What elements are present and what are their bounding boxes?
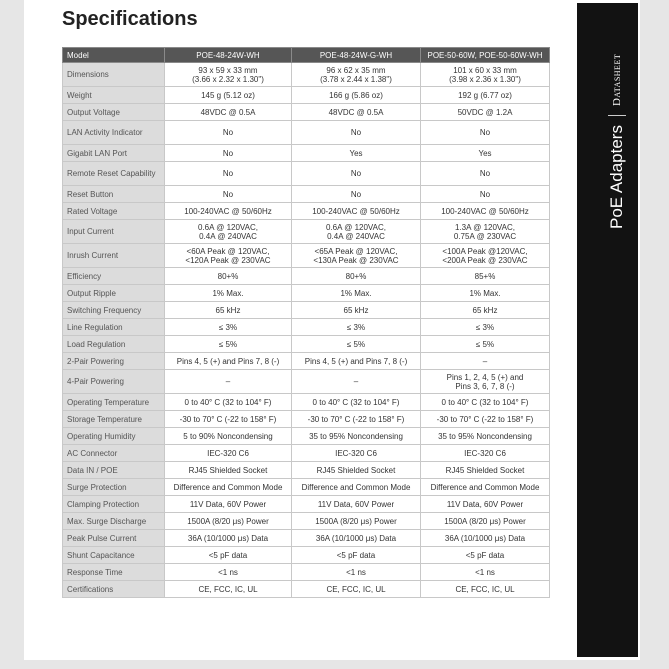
- table-cell: 0 to 40° C (32 to 104° F): [292, 394, 421, 411]
- row-label: Peak Pulse Current: [63, 530, 165, 547]
- table-cell: Pins 1, 2, 4, 5 (+) and Pins 3, 6, 7, 8 (-): [421, 370, 550, 394]
- table-cell: <1 ns: [421, 564, 550, 581]
- table-cell: No: [165, 145, 292, 162]
- table-cell: <5 pF data: [165, 547, 292, 564]
- table-cell: <5 pF data: [421, 547, 550, 564]
- table-row: [63, 63, 550, 87]
- table-cell: 11V Data, 60V Power: [165, 496, 292, 513]
- table-cell: 5 to 90% Noncondensing: [165, 428, 292, 445]
- table-cell: IEC-320 C6: [421, 445, 550, 462]
- table-cell: <1 ns: [165, 564, 292, 581]
- row-label: Load Regulation: [63, 336, 165, 353]
- table-row: [63, 145, 550, 162]
- table-cell: 35 to 95% Noncondensing: [292, 428, 421, 445]
- table-row: [63, 336, 550, 353]
- sidebar-doc-type: Datasheet: [611, 53, 623, 107]
- table-cell: 65 kHz: [165, 302, 292, 319]
- row-label: Input Current: [63, 220, 165, 244]
- table-row: [63, 411, 550, 428]
- table-cell: No: [292, 186, 421, 203]
- table-row: [63, 353, 550, 370]
- table-cell: 0.6A @ 120VAC, 0.4A @ 240VAC: [292, 220, 421, 244]
- row-label: Operating Humidity: [63, 428, 165, 445]
- row-label: Storage Temperature: [63, 411, 165, 428]
- table-cell: No: [421, 186, 550, 203]
- table-cell: 36A (10/1000 μs) Data: [165, 530, 292, 547]
- table-cell: IEC-320 C6: [292, 445, 421, 462]
- row-label: Line Regulation: [63, 319, 165, 336]
- table-row: [63, 319, 550, 336]
- table-cell: 1% Max.: [421, 285, 550, 302]
- row-label: Dimensions: [63, 63, 165, 87]
- row-label: Remote Reset Capability: [63, 162, 165, 186]
- column-header: POE-50-60W, POE-50-60W-WH: [421, 48, 550, 63]
- row-label: Max. Surge Discharge: [63, 513, 165, 530]
- table-cell: ≤ 5%: [292, 336, 421, 353]
- table-cell: No: [421, 162, 550, 186]
- table-cell: Difference and Common Mode: [292, 479, 421, 496]
- table-cell: 1% Max.: [165, 285, 292, 302]
- table-cell: 50VDC @ 1.2A: [421, 104, 550, 121]
- table-cell: 35 to 95% Noncondensing: [421, 428, 550, 445]
- row-label: Operating Temperature: [63, 394, 165, 411]
- row-label: Gigabit LAN Port: [63, 145, 165, 162]
- table-cell: <65A Peak @ 120VAC, <130A Peak @ 230VAC: [292, 244, 421, 268]
- table-cell: 1500A (8/20 μs) Power: [292, 513, 421, 530]
- row-label: Rated Voltage: [63, 203, 165, 220]
- table-cell: RJ45 Shielded Socket: [292, 462, 421, 479]
- table-row: [63, 428, 550, 445]
- table-cell: No: [292, 121, 421, 145]
- table-row: [63, 547, 550, 564]
- row-label: Response Time: [63, 564, 165, 581]
- row-label: 4-Pair Powering: [63, 370, 165, 394]
- row-label: Switching Frequency: [63, 302, 165, 319]
- table-cell: 100-240VAC @ 50/60Hz: [292, 203, 421, 220]
- table-cell: CE, FCC, IC, UL: [165, 581, 292, 598]
- table-cell: CE, FCC, IC, UL: [292, 581, 421, 598]
- table-row: [63, 370, 550, 394]
- table-row: [63, 462, 550, 479]
- table-cell: 1% Max.: [292, 285, 421, 302]
- table-row: [63, 87, 550, 104]
- row-label: Output Ripple: [63, 285, 165, 302]
- column-header: POE-48-24W-G-WH: [292, 48, 421, 63]
- table-cell: –: [421, 353, 550, 370]
- table-cell: 48VDC @ 0.5A: [292, 104, 421, 121]
- table-cell: Difference and Common Mode: [165, 479, 292, 496]
- row-label: Output Voltage: [63, 104, 165, 121]
- table-row: [63, 302, 550, 319]
- table-cell: 0 to 40° C (32 to 104° F): [165, 394, 292, 411]
- table-cell: 1500A (8/20 μs) Power: [165, 513, 292, 530]
- table-row: [63, 479, 550, 496]
- table-body: [63, 63, 550, 598]
- table-cell: 96 x 62 x 35 mm (3.78 x 2.44 x 1.38"): [292, 63, 421, 87]
- table-cell: <60A Peak @ 120VAC, <120A Peak @ 230VAC: [165, 244, 292, 268]
- table-cell: No: [165, 186, 292, 203]
- datasheet-page: [24, 0, 640, 660]
- table-row: [63, 104, 550, 121]
- table-cell: 11V Data, 60V Power: [421, 496, 550, 513]
- table-cell: Pins 4, 5 (+) and Pins 7, 8 (-): [165, 353, 292, 370]
- table-cell: Yes: [292, 145, 421, 162]
- table-cell: No: [165, 121, 292, 145]
- table-cell: 192 g (6.77 oz): [421, 87, 550, 104]
- table-row: [63, 285, 550, 302]
- table-cell: 166 g (5.86 oz): [292, 87, 421, 104]
- specifications-table: [62, 47, 550, 598]
- table-row: [63, 220, 550, 244]
- table-cell: 1.3A @ 120VAC, 0.75A @ 230VAC: [421, 220, 550, 244]
- sidebar-product-name: PoE Adapters: [607, 125, 626, 229]
- table-cell: 65 kHz: [421, 302, 550, 319]
- row-label: AC Connector: [63, 445, 165, 462]
- table-cell: ≤ 3%: [165, 319, 292, 336]
- row-label: Inrush Current: [63, 244, 165, 268]
- row-label: LAN Activity Indicator: [63, 121, 165, 145]
- table-cell: –: [165, 370, 292, 394]
- table-header-row: [63, 48, 550, 63]
- table-cell: 80+%: [165, 268, 292, 285]
- table-cell: 85+%: [421, 268, 550, 285]
- table-row: [63, 121, 550, 145]
- table-row: [63, 186, 550, 203]
- table-cell: ≤ 3%: [292, 319, 421, 336]
- table-cell: 1500A (8/20 μs) Power: [421, 513, 550, 530]
- table-row: [63, 268, 550, 285]
- table-row: [63, 445, 550, 462]
- table-cell: 100-240VAC @ 50/60Hz: [165, 203, 292, 220]
- table-cell: Yes: [421, 145, 550, 162]
- table-cell: 101 x 60 x 33 mm (3.98 x 2.36 x 1.30"): [421, 63, 550, 87]
- row-label: Efficiency: [63, 268, 165, 285]
- table-row: [63, 581, 550, 598]
- column-header: Model: [63, 48, 165, 63]
- row-label: Certifications: [63, 581, 165, 598]
- table-cell: ≤ 5%: [165, 336, 292, 353]
- table-cell: 36A (10/1000 μs) Data: [292, 530, 421, 547]
- row-label: Weight: [63, 87, 165, 104]
- table-cell: Pins 4, 5 (+) and Pins 7, 8 (-): [292, 353, 421, 370]
- table-cell: <100A Peak @120VAC, <200A Peak @ 230VAC: [421, 244, 550, 268]
- table-row: [63, 496, 550, 513]
- table-cell: Difference and Common Mode: [421, 479, 550, 496]
- sidebar-divider: [608, 115, 626, 116]
- page-title: Specifications: [62, 8, 198, 30]
- table-cell: CE, FCC, IC, UL: [421, 581, 550, 598]
- table-cell: -30 to 70° C (-22 to 158° F): [292, 411, 421, 428]
- table-cell: 100-240VAC @ 50/60Hz: [421, 203, 550, 220]
- table-row: [63, 564, 550, 581]
- sidebar-banner: [577, 3, 638, 657]
- table-cell: -30 to 70° C (-22 to 158° F): [421, 411, 550, 428]
- table-cell: -30 to 70° C (-22 to 158° F): [165, 411, 292, 428]
- table-cell: 48VDC @ 0.5A: [165, 104, 292, 121]
- table-row: [63, 513, 550, 530]
- table-cell: 11V Data, 60V Power: [292, 496, 421, 513]
- table-cell: –: [292, 370, 421, 394]
- table-cell: RJ45 Shielded Socket: [421, 462, 550, 479]
- table-cell: No: [292, 162, 421, 186]
- table-cell: 36A (10/1000 μs) Data: [421, 530, 550, 547]
- table-cell: RJ45 Shielded Socket: [165, 462, 292, 479]
- row-label: Reset Button: [63, 186, 165, 203]
- table-cell: 145 g (5.12 oz): [165, 87, 292, 104]
- table-cell: 93 x 59 x 33 mm (3.66 x 2.32 x 1.30"): [165, 63, 292, 87]
- row-label: Clamping Protection: [63, 496, 165, 513]
- table-cell: ≤ 5%: [421, 336, 550, 353]
- table-cell: IEC-320 C6: [165, 445, 292, 462]
- table-row: [63, 394, 550, 411]
- table-row: [63, 203, 550, 220]
- table-cell: 65 kHz: [292, 302, 421, 319]
- table-cell: No: [165, 162, 292, 186]
- table-row: [63, 244, 550, 268]
- table-cell: <1 ns: [292, 564, 421, 581]
- table-cell: No: [421, 121, 550, 145]
- table-row: [63, 162, 550, 186]
- table-row: [63, 530, 550, 547]
- row-label: 2-Pair Powering: [63, 353, 165, 370]
- table-cell: 0 to 40° C (32 to 104° F): [421, 394, 550, 411]
- column-header: POE-48-24W-WH: [165, 48, 292, 63]
- table-cell: ≤ 3%: [421, 319, 550, 336]
- row-label: Data IN / POE: [63, 462, 165, 479]
- row-label: Surge Protection: [63, 479, 165, 496]
- table-cell: 80+%: [292, 268, 421, 285]
- row-label: Shunt Capacitance: [63, 547, 165, 564]
- table-cell: 0.6A @ 120VAC, 0.4A @ 240VAC: [165, 220, 292, 244]
- table-cell: <5 pF data: [292, 547, 421, 564]
